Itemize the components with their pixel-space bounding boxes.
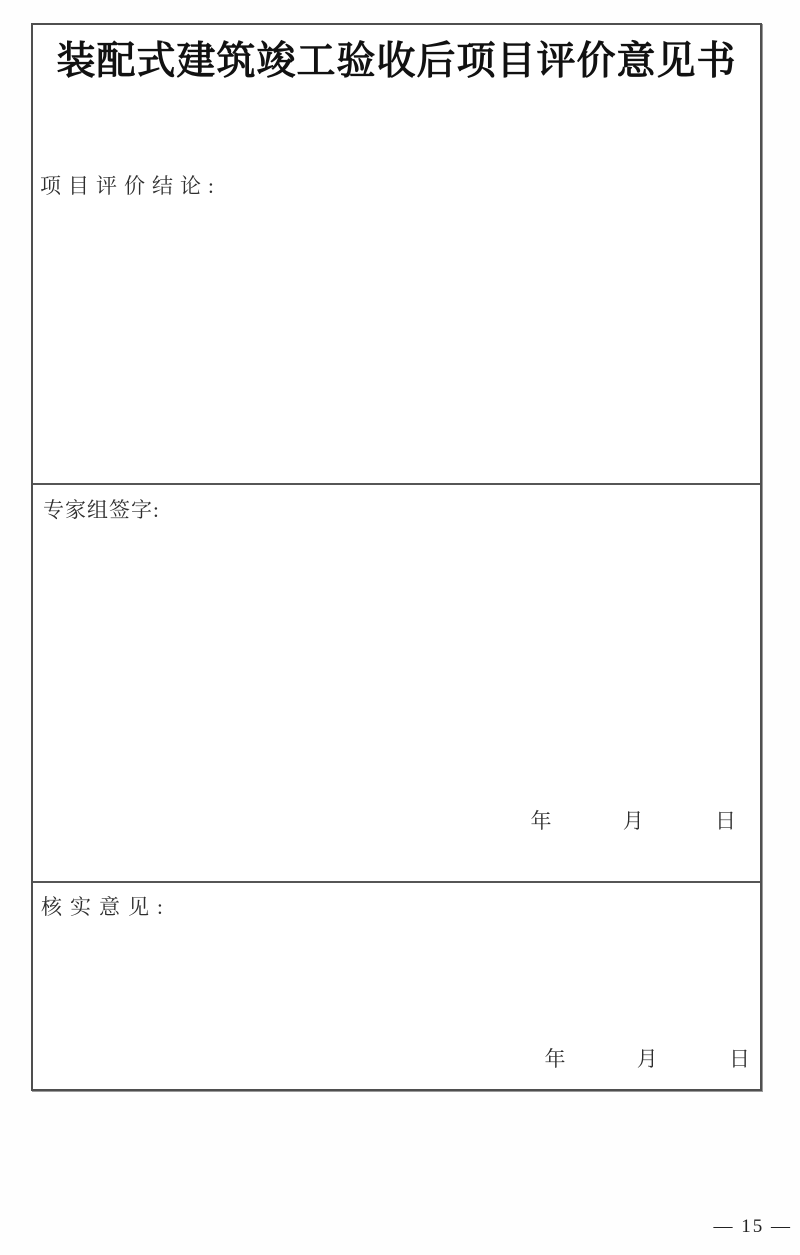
month-label: 月 [636,1047,658,1071]
section-project-evaluation-conclusion [33,25,760,483]
year-label: 年 [530,809,552,833]
verification-opinion-blank-area [33,922,760,1045]
project-evaluation-conclusion-label: 项目评价结论: [40,174,221,198]
expert-group-signature-label: 专家组签字: [43,498,160,522]
signature-date-line [33,807,760,835]
project-evaluation-conclusion-blank-area [33,201,760,483]
page-number: — 15 — [713,1216,792,1237]
month-label: 月 [622,809,644,833]
verification-date-line [33,1045,760,1073]
verification-opinion-label: 核实意见: [41,895,171,919]
day-label: 日 [715,809,736,833]
section-verification-opinion [33,881,760,1089]
expert-group-signature-blank-area [33,525,760,807]
year-label: 年 [544,1047,566,1071]
form-title: 装配式建筑竣工验收后项目评价意见书 [56,40,737,83]
evaluation-form-table [31,23,762,1091]
day-label: 日 [729,1047,750,1071]
section-expert-group-signature [33,483,760,881]
